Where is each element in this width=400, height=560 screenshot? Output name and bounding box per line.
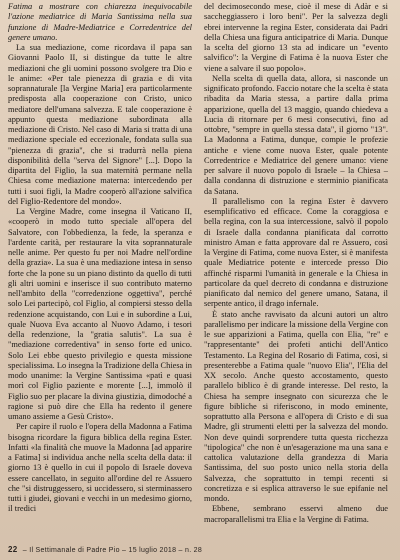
left-column xyxy=(8,0,192,515)
paragraph: del decimosecondo mese, cioè il mese di Adàr e si saccheggiassero i loro beni". Per la salvezza degli ebrei intervenne la regina Ester, considerata dai Padri della Chiesa una figura anticipatrice di Maria. Dunque la scelta del giorno 13 sta ad indicare un "evento salvifico": la Vergine di Fatima è la nuova Ester che viene a salvare il suo popolo». xyxy=(204,2,388,73)
paragraph: La sua mediazione, come ricordava il papa san Giovanni Paolo II, si distingue da tutte le altre mediazioni che gli uomini possono svolgere tra Dio e le anime: «Per tale pienezza di grazia e di vita soprannaturale [la Vergine Maria] era particolarmente predisposta alla cooperazione con Cristo, unico mediatore dell'umana salvezza. E tale cooperazione è appunto questa mediazione subordinata alla mediazione di Cristo. Nel caso di Maria si tratta di una mediazione speciale ed eccezionale, fondata sulla sua "pienezza di grazia", che si tradurrà nella piena disponibilità della "serva del Signore" [...]. Dopo la dipartita del Figlio, la sua maternità permane nella Chiesa come mediazione materna: intercedendo per tutti i suoi figli, la Madre cooperò all'azione salvifica del Figlio-Redentore del mondo». xyxy=(8,43,192,206)
right-column xyxy=(204,0,388,525)
paragraph: Il parallelismo con la regina Ester è davvero esemplificativo ed efficace. Come la coraggiosa e bella regina, con la sua intercessione, salvò il popolo di Israele dalla condanna pianificata dal corrotto ministro Aman e fatta approvare dal re Assuero, così la Vergine di Fatima, come nuova Ester, si è manifesta quale Mediatrice potente e intercede presso Dio affinché risparmi l'umanità in generale e la Chiesa in particolare da quel decreto di condanna e distruzione pianificato dal nemico del genere umano, Satana, il serpente antico, il drago infernale. xyxy=(204,196,388,309)
page-footer xyxy=(8,545,202,554)
footer-separator: – xyxy=(178,547,183,554)
paragraph: Nella scelta di quella data, allora, si nasconde un significato profondo. Faccio notare che la scelta è stata ribadita da Maria stessa, a partire dalla prima apparizione, quella del 13 maggio, quando chiedeva a Lucia di ritornare per 6 mesi consecutivi, fino ad ottobre, "sempre in quella stessa data", il giorno "13". La Madonna a Fatima, dunque, compie le profezie antiche e viene come nuova Ester, quale potente Corredentrice e Mediatrice del genere umano: viene per salvare il nuovo popolo di Israele – la Chiesa – dalla condanna di distruzione e sterminio pianificata da Satana. xyxy=(204,73,388,196)
paragraph: Per capire il ruolo e l'opera della Madonna a Fatima bisogna ricordare la figura biblica della regina Ester. Infatti «la finalità che muove la Madonna [ad apparire a Fatima] si individua anche nella scelta della data: il giorno 13 è quello in cui il popolo di Israele doveva essere cancellato, in seguito all'ordine del re Assuero che "si distruggessero, si uccidessero, si sterminassero tutti i giudei, giovani e vecchi in un medesimo giorno, il tredici xyxy=(8,422,192,514)
footer-separator: – xyxy=(122,547,127,554)
issue-date: 15 luglio 2018 xyxy=(128,547,177,554)
paragraph: Ebbene, sembrano esservi almeno due macroparallelismi tra Elia e la Vergine di Fatima. xyxy=(204,504,388,524)
publication-name: Il Settimanale di Padre Pio xyxy=(29,547,120,554)
issue-number: n. 28 xyxy=(185,547,203,554)
paragraph: È stato anche ravvisato da alcuni autori un altro parallelismo per indicare la missione della Vergine con le sue apparizioni a Fatima, quella con Elia, "re" e "rappresentante" dei profeti antichi dell'Antico Testamento. La Regina del Rosario di Fatima, così, si presenterebbe a Fatima quale "nuovo Elia", l'Elia del XX secolo. Anche questo accostamento, questo parallelo biblico è di grande interesse. Del resto, la Chiesa ha sempre insegnato con sicurezza che le figure bibliche si riferiscono, in modo eminente, soprattutto alla Persona e all'opera di Cristo e di sua Madre, gli strumenti eletti per la salvezza del mondo. Non deve quindi sorprendere tutta questa ricchezza "tipologica" che non è un'esagerazione ma una sana e cattolica valutazione della grandezza di Maria Santissima, del suo posto unico nella storia della Salvezza, che soprattutto in tempi recenti si concretizza e si esplica attraverso le sue epifanie nel mondo. xyxy=(204,309,388,503)
paragraph: Fatima a mostrare con chiarezza inequivocabile l'azione mediatrice di Maria Santissima nella sua funzione di Madre-Mediatrice e Corredentrice del genere umano. xyxy=(8,2,192,42)
page-number: 22 xyxy=(8,545,18,554)
footer-separator: – xyxy=(22,547,27,554)
paragraph: La Vergine Madre, come insegna il Vaticano II, «cooperò in modo tutto speciale all'opera del Salvatore, con l'obbedienza, la fede, la speranza e l'ardente carità, per restaurare la vita soprannaturale nelle anime. Per questo fu per noi Madre nell'ordine della grazia». La sua è una mediazione intesa in senso forte che la pone su un piano distinto da quello di tutti gli altri uomini e inserisce il suo contributo materno nell'ambito della "corredenzione oggettiva", perché solo Lei partecipò, col Figlio, al compiersi stesso della redenzione acquistando, con Lui e in subordine a Lui, quale Nuova Eva accanto al Nuovo Adamo, i tesori della redenzione, la "gratia salutis". La sua è "mediazione corredentiva" in senso forte ed unico. Solo Lei ebbe questo privilegio e questa missione specialissima. Lo insegna la Tradizione della Chiesa in modo unanime: la Vergine Santissima «patì e quasi morì col Figlio paziente e morente [...], immolò il Figlio suo per placare la divina giustizia, dimodoché a ragione si può dire che Ella ha redento il genere umano assieme a Gesù Cristo». xyxy=(8,207,192,421)
